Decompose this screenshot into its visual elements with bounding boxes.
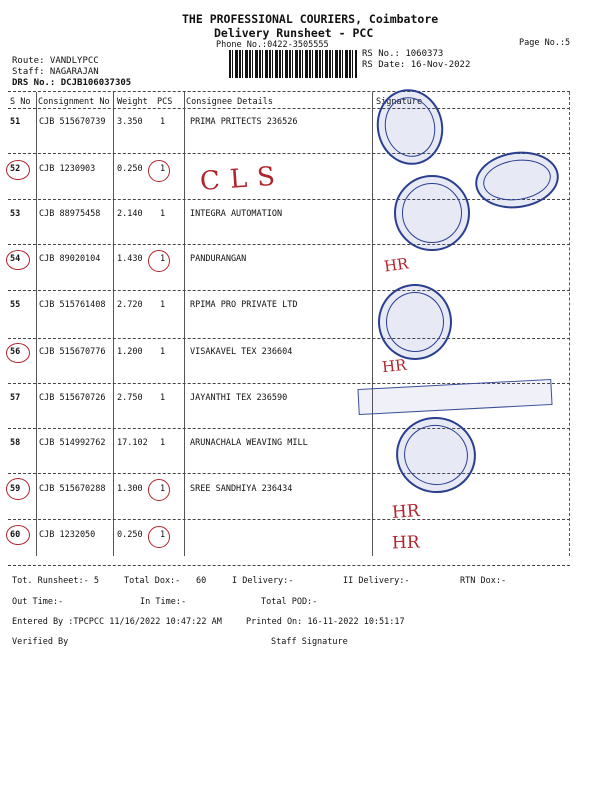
col-header-consignment: Consignment No	[38, 97, 110, 107]
row-weight: 2.720	[117, 300, 143, 310]
row-weight: 1.300	[117, 484, 143, 494]
table-row	[8, 484, 378, 528]
table-top-rule	[8, 91, 570, 92]
page-number: Page No.:5	[519, 38, 571, 48]
row-consignment-no: CJB 514992762	[39, 438, 106, 448]
stamp-seal	[378, 284, 452, 360]
row-consignment-no: CJB 515761408	[39, 300, 106, 310]
row-pcs: 1	[160, 209, 166, 219]
barcode	[229, 50, 357, 78]
table-header-rule	[8, 108, 570, 109]
col-header-weight: Weight	[117, 97, 148, 107]
rs-number: RS No.: 1060373	[362, 49, 444, 59]
pen-circle	[6, 525, 30, 545]
row-divider	[8, 244, 570, 245]
row-pcs: 1	[160, 254, 166, 264]
table-row	[8, 438, 378, 482]
row-consignment-no: CJB 89020104	[39, 254, 101, 264]
row-sno: 59	[10, 484, 21, 494]
staff: Staff: NAGARAJAN	[12, 67, 99, 77]
row-consignee: PANDURANGAN	[190, 254, 247, 264]
pen-circle	[148, 479, 170, 501]
row-sno: 58	[10, 438, 21, 448]
phone-number: Phone No.:0422-3505555	[216, 40, 329, 50]
col-header-pcs: PCS	[157, 97, 173, 107]
row-weight: 2.750	[117, 393, 143, 403]
pen-circle	[6, 160, 30, 180]
total-runsheet: Tot. Runsheet:- 5	[12, 576, 99, 586]
handwritten-hr: HR	[382, 254, 410, 276]
row-pcs: 1	[160, 393, 166, 403]
row-consignee: VISAKAVEL TEX 236604	[190, 347, 293, 357]
table-row	[8, 347, 378, 391]
row-divider	[8, 519, 570, 520]
row-pcs: 1	[160, 164, 166, 174]
row-weight: 0.250	[117, 530, 143, 540]
row-consignee: INTEGRA AUTOMATION	[190, 209, 283, 219]
row-sno: 55	[10, 300, 21, 310]
table-row	[8, 393, 378, 437]
stamp-seal	[472, 146, 563, 213]
rtn-dox: RTN Dox:-	[460, 576, 507, 586]
row-consignment-no: CJB 1232050	[39, 530, 96, 540]
row-sno: 60	[10, 530, 21, 540]
staff-signature: Staff Signature	[271, 637, 348, 647]
row-consignment-no: CJB 88975458	[39, 209, 101, 219]
row-consignment-no: CJB 515670776	[39, 347, 106, 357]
verified-by: Verified By	[12, 637, 69, 647]
table-bottom-rule	[8, 565, 570, 566]
pen-circle	[6, 343, 30, 363]
entered-by: Entered By :TPCPCC 11/16/2022 10:47:22 AM	[12, 617, 222, 627]
row-consignee: SREE SANDHIYA 236434	[190, 484, 293, 494]
table-row	[8, 164, 378, 208]
stamp-seal	[394, 175, 470, 251]
row-sno: 54	[10, 254, 21, 264]
out-time: Out Time:-	[12, 597, 64, 607]
row-pcs: 1	[160, 530, 166, 540]
total-dox-label: Total Dox:-	[124, 576, 181, 586]
row-weight: 2.140	[117, 209, 143, 219]
row-pcs: 1	[160, 300, 166, 310]
col-divider-right	[569, 92, 570, 556]
row-pcs: 1	[160, 347, 166, 357]
row-consignee: JAYANTHI TEX 236590	[190, 393, 288, 403]
row-weight: 17.102	[117, 438, 148, 448]
row-weight: 1.430	[117, 254, 143, 264]
row-pcs: 1	[160, 484, 166, 494]
handwritten-hr: HR	[391, 532, 420, 554]
table-row	[8, 254, 378, 298]
pen-circle	[148, 526, 170, 548]
row-divider	[8, 290, 570, 291]
row-consignee: PRIMA PRITECTS 236526	[190, 117, 298, 127]
pen-circle	[6, 478, 30, 500]
handwritten-hr: HR	[381, 355, 408, 377]
col-header-consignee: Consignee Details	[186, 97, 273, 107]
col-header-sno: S No	[10, 97, 31, 107]
sheet-title: Delivery Runsheet - PCC	[214, 26, 374, 40]
row-pcs: 1	[160, 438, 166, 448]
total-pod: Total POD:-	[261, 597, 318, 607]
drs-number: DRS No.: DCJB106037305	[12, 78, 132, 88]
row-consignment-no: CJB 515670288	[39, 484, 106, 494]
row-consignment-no: CJB 515670726	[39, 393, 106, 403]
row-sno: 56	[10, 347, 21, 357]
row-sno: 53	[10, 209, 21, 219]
pen-circle	[6, 250, 30, 270]
row-weight: 3.350	[117, 117, 143, 127]
row-divider	[8, 473, 570, 474]
pen-circle	[148, 250, 170, 272]
row-weight: 1.200	[117, 347, 143, 357]
row-sno: 51	[10, 117, 21, 127]
stamp-rectangle	[357, 379, 552, 415]
row-sno: 57	[10, 393, 21, 403]
row-consignee: ARUNACHALA WEAVING MILL	[190, 438, 308, 448]
row-weight: 0.250	[117, 164, 143, 174]
handwritten-hr: HR	[391, 501, 421, 523]
printed-on: Printed On: 16-11-2022 10:51:17	[246, 617, 405, 627]
ii-delivery: II Delivery:-	[343, 576, 410, 586]
table-row	[8, 117, 378, 161]
pen-circle	[148, 160, 170, 182]
row-sno: 52	[10, 164, 21, 174]
rs-date: RS Date: 16-Nov-2022	[362, 60, 471, 70]
table-row	[8, 530, 378, 574]
total-dox-value: 60	[196, 576, 207, 586]
row-consignment-no: CJB 515670739	[39, 117, 106, 127]
in-time: In Time:-	[140, 597, 187, 607]
i-delivery: I Delivery:-	[232, 576, 294, 586]
row-divider	[8, 338, 570, 339]
handwritten-cls: CLS	[199, 161, 286, 197]
company-name: THE PROFESSIONAL COURIERS, Coimbatore	[182, 12, 439, 26]
row-consignment-no: CJB 1230903	[39, 164, 96, 174]
stamp-seal	[390, 411, 482, 500]
col-header-signature: Signature	[376, 97, 423, 107]
row-divider	[8, 153, 570, 154]
route: Route: VANDLYPCC	[12, 56, 99, 66]
row-pcs: 1	[160, 117, 166, 127]
row-consignee: RPIMA PRO PRIVATE LTD	[190, 300, 298, 310]
table-row	[8, 209, 378, 253]
row-divider	[8, 428, 570, 429]
